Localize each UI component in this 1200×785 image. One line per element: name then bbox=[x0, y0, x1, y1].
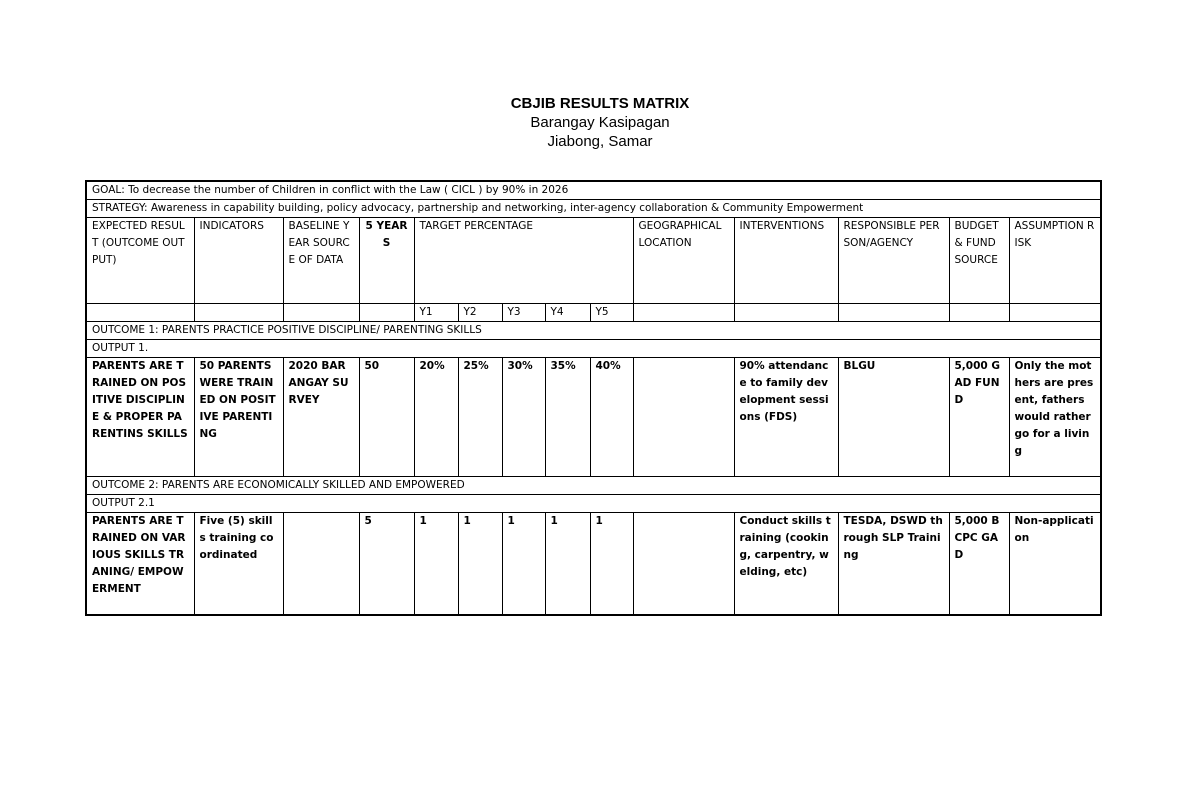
intervention-cell: 90% attendance to family development sessions (FDS) bbox=[734, 358, 838, 477]
year-label: Y5 bbox=[590, 304, 633, 322]
col-header-geographical-location: GEOGRAPHICAL LOCATION bbox=[633, 218, 734, 304]
expected-result-cell: PARENTS ARE TRAINED ON POSITIVE DISCIPLINE & PROPER PARENTINS SKILLS bbox=[86, 358, 194, 477]
indicator-cell: 50 PARENTS WERE TRAINED ON POSITIVE PARENTING bbox=[194, 358, 283, 477]
geo-location-cell bbox=[633, 358, 734, 477]
geo-location-cell bbox=[633, 513, 734, 615]
assumption-cell: Non-application bbox=[1009, 513, 1101, 615]
output-2-1-label: OUTPUT 2.1 bbox=[86, 495, 1101, 513]
year-label: Y2 bbox=[458, 304, 502, 322]
outcome-1-row bbox=[86, 322, 1101, 340]
document-header bbox=[0, 94, 1200, 151]
strategy-row bbox=[86, 200, 1101, 218]
outcome-1-label: OUTCOME 1: PARENTS PRACTICE POSITIVE DISCIPLINE/ PARENTING SKILLS bbox=[86, 322, 1101, 340]
strategy-text: STRATEGY: Awareness in capability building, policy advocacy, partnership and networking, inter-agency collaboration & Community Empowerment bbox=[86, 200, 1101, 218]
col-header-assumption: ASSUMPTION RISK bbox=[1009, 218, 1101, 304]
col-header-target-percentage: TARGET PERCENTAGE bbox=[414, 218, 633, 304]
responsible-cell: TESDA, DSWD through SLP Training bbox=[838, 513, 949, 615]
indicator-cell: Five (5) skills training coordinated bbox=[194, 513, 283, 615]
output-2-1-row bbox=[86, 495, 1101, 513]
col-header-indicators: INDICATORS bbox=[194, 218, 283, 304]
col-header-responsible: RESPONSIBLE PERSON/AGENCY bbox=[838, 218, 949, 304]
budget-cell: 5,000 GAD FUND bbox=[949, 358, 1009, 477]
baseline-cell: 2020 BARANGAY SURVEY bbox=[283, 358, 359, 477]
outcome-2-label: OUTCOME 2: PARENTS ARE ECONOMICALLY SKILLED AND EMPOWERED bbox=[86, 477, 1101, 495]
budget-cell: 5,000 BCPC GAD bbox=[949, 513, 1009, 615]
results-matrix-table bbox=[85, 180, 1102, 616]
baseline-cell bbox=[283, 513, 359, 615]
year-label: Y1 bbox=[414, 304, 458, 322]
target-y2-cell: 25% bbox=[458, 358, 502, 477]
target-y1-cell: 1 bbox=[414, 513, 458, 615]
barangay-name: Barangay Kasipagan bbox=[530, 114, 670, 131]
target-y3-cell: 1 bbox=[502, 513, 545, 615]
target-y2-cell: 1 bbox=[458, 513, 502, 615]
outcome-2-row bbox=[86, 477, 1101, 495]
target-y5-cell: 1 bbox=[590, 513, 633, 615]
year-header-row bbox=[86, 304, 1101, 322]
target-y3-cell: 30% bbox=[502, 358, 545, 477]
outcome-1-data-row bbox=[86, 358, 1101, 477]
goal-text: GOAL: To decrease the number of Children in conflict with the Law ( CICL ) by 90% in 2026 bbox=[86, 181, 1101, 200]
five-years-cell: 50 bbox=[359, 358, 414, 477]
output-1-label: OUTPUT 1. bbox=[86, 340, 1101, 358]
expected-result-cell: PARENTS ARE TRAINED ON VARIOUS SKILLS TRANING/ EMPOWERMENT bbox=[86, 513, 194, 615]
responsible-cell: BLGU bbox=[838, 358, 949, 477]
assumption-cell: Only the mothers are present, fathers would rather go for a living bbox=[1009, 358, 1101, 477]
col-header-interventions: INTERVENTIONS bbox=[734, 218, 838, 304]
goal-row bbox=[86, 181, 1101, 200]
year-label: Y4 bbox=[545, 304, 590, 322]
intervention-cell: Conduct skills training (cooking, carpentry, welding, etc) bbox=[734, 513, 838, 615]
five-years-cell: 5 bbox=[359, 513, 414, 615]
target-y4-cell: 1 bbox=[545, 513, 590, 615]
year-label: Y3 bbox=[502, 304, 545, 322]
output-1-row bbox=[86, 340, 1101, 358]
municipality-name: Jiabong, Samar bbox=[547, 133, 653, 150]
target-y1-cell: 20% bbox=[414, 358, 458, 477]
col-header-expected-result: EXPECTED RESULT (OUTCOME OUTPUT) bbox=[86, 218, 194, 304]
outcome-2-data-row bbox=[86, 513, 1101, 615]
document-title: CBJIB RESULTS MATRIX bbox=[510, 95, 690, 112]
col-header-five-years: 5 YEARS bbox=[359, 218, 414, 304]
target-y4-cell: 35% bbox=[545, 358, 590, 477]
target-y5-cell: 40% bbox=[590, 358, 633, 477]
col-header-baseline: BASELINE YEAR SOURCE OF DATA bbox=[283, 218, 359, 304]
col-header-budget: BUDGET & FUND SOURCE bbox=[949, 218, 1009, 304]
column-header-row bbox=[86, 218, 1101, 304]
